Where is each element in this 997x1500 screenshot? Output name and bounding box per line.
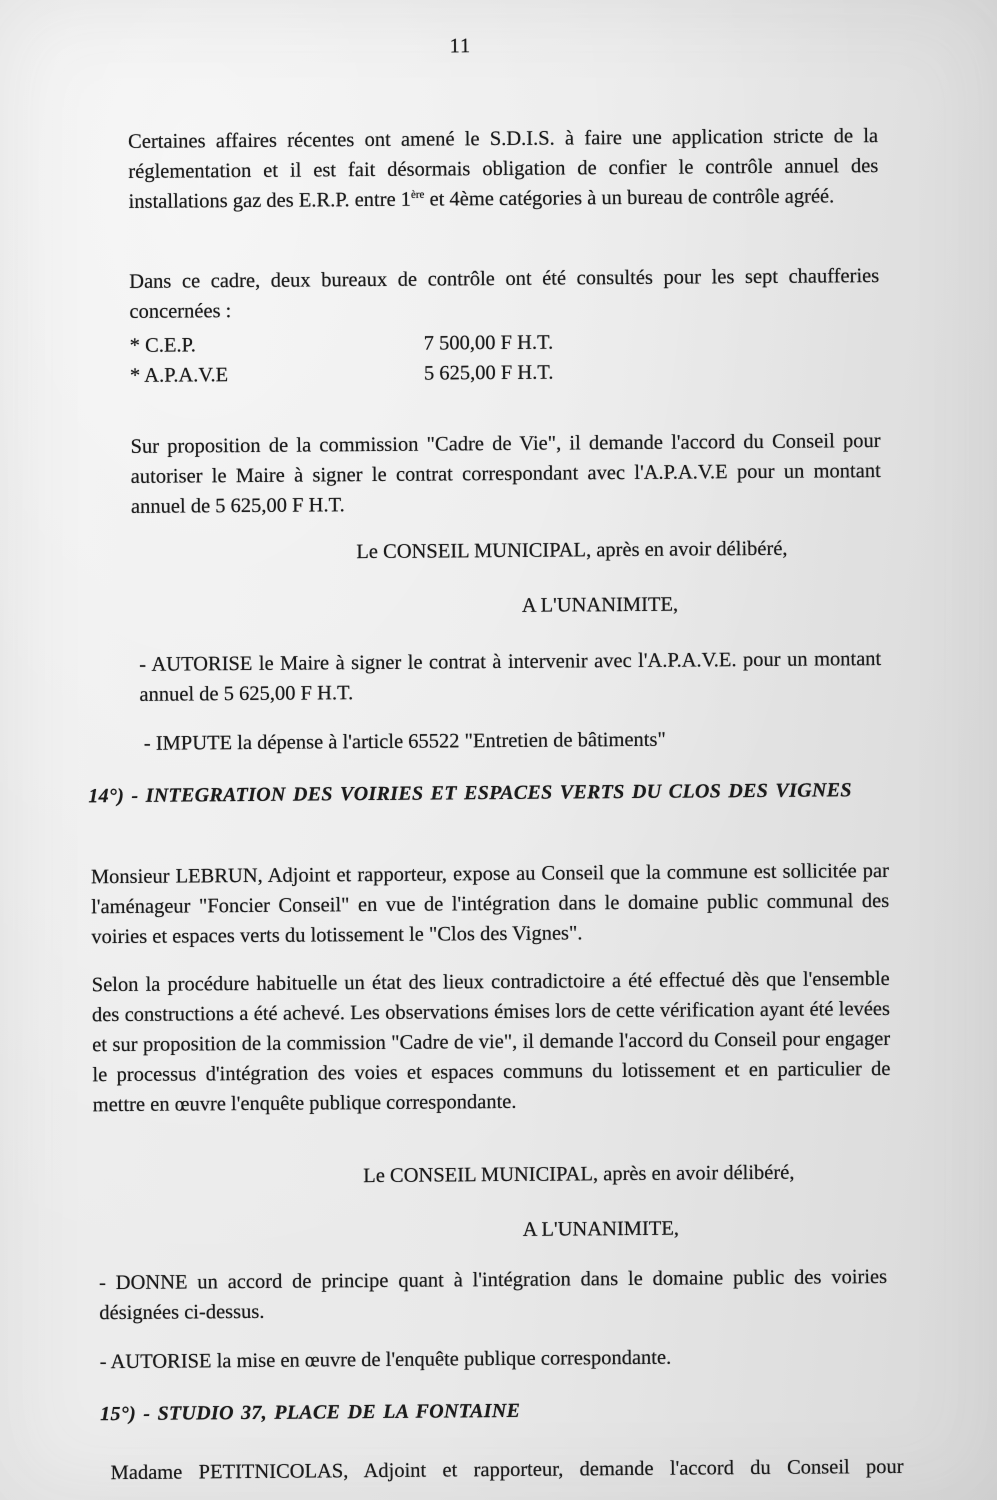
page-number: 11 — [449, 35, 472, 58]
resolution-autorise-enquete: - AUTORISE la mise en œuvre de l'enquête publique correspondante. — [99, 1346, 672, 1373]
paragraph-selon: Selon la procédure habituelle un état des lieux contradictoire a été effectué dès que l'ensemble des constructions a été achevé. Les observations émises lors de cette vérification ayant été levées et sur proposition de la commission "Cadre de vie", il demande l'accord du Conseil pour engager le processus d'intégration des voies et espaces communs du lotissement et en particulier de mettre en œuvre l'enquête publique correspondante. — [91, 967, 891, 1116]
quote-label: * C.E.P. — [129, 334, 196, 357]
quote-label: * A.P.A.V.E — [129, 364, 229, 387]
paragraph-sdis-text-after: et 4ème catégories à un bureau de contrôle agréé. — [424, 184, 835, 211]
deliberation-line: Le CONSEIL MUNICIPAL, après en avoir délibéré, — [363, 1161, 795, 1187]
unanimity-line: A L'UNANIMITE, — [521, 593, 679, 617]
quote-row — [130, 355, 880, 391]
resolution-impute: - IMPUTE la dépense à l'article 65522 "Entretien de bâtiments" — [143, 728, 666, 755]
quotes-list — [130, 325, 880, 391]
paragraph-lebrun: Monsieur LEBRUN, Adjoint et rapporteur, expose au Conseil que la commune est sollicitée par l'aménageur "Foncier Conseil" en vue de l'intégration dans le domaine public communal des voiries et espaces verts du lotissement le "Clos des Vignes". — [90, 859, 890, 948]
resolution-autorise-contrat: - AUTORISE le Maire à signer le contrat à intervenir avec l'A.P.A.V.E. pour un montant annuel de 5 625,00 F H.T. — [139, 647, 882, 706]
section-heading-15: 15°) - STUDIO 37, PLACE DE LA FONTAINE — [100, 1399, 521, 1426]
paragraph-proposition: Sur proposition de la commission "Cadre de Vie", il demande l'accord du Conseil pour autoriser le Maire à signer le contrat correspondant avec l'A.P.A.V.E pour un montant annuel de 5 625,00 F H.T. — [130, 429, 881, 518]
quote-amount: 5 625,00 F H.T. — [423, 361, 554, 385]
ordinal-superscript: ère — [410, 188, 425, 201]
resolution-donne: - DONNE un accord de principe quant à l'intégration dans le domaine public des voiries désignées ci-dessus. — [99, 1265, 888, 1324]
paragraph-sdis-text-before: Certaines affaires récentes ont amené le S.D.I.S. à faire une application stricte de la réglementation et il est fait désormais obligation de confier le contrôle annuel des installations gaz des E.R.P. entre 1 — [128, 124, 879, 213]
section-heading-14: 14°) - INTEGRATION DES VOIRIES ET ESPACES VERTS DU CLOS DES VIGNES — [88, 779, 852, 808]
paragraph-consultation: Dans ce cadre, deux bureaux de contrôle ont été consultés pour les sept chaufferies concernées : — [129, 264, 880, 323]
deliberation-line: Le CONSEIL MUNICIPAL, après en avoir délibéré, — [356, 537, 788, 563]
unanimity-line: A L'UNANIMITE, — [522, 1217, 680, 1241]
paragraph-sdis — [128, 121, 879, 217]
quote-amount: 7 500,00 F H.T. — [423, 331, 554, 355]
paragraph-madame: Madame PETITNICOLAS, Adjoint et rapporteur, demande l'accord du Conseil pour — [110, 1455, 904, 1484]
